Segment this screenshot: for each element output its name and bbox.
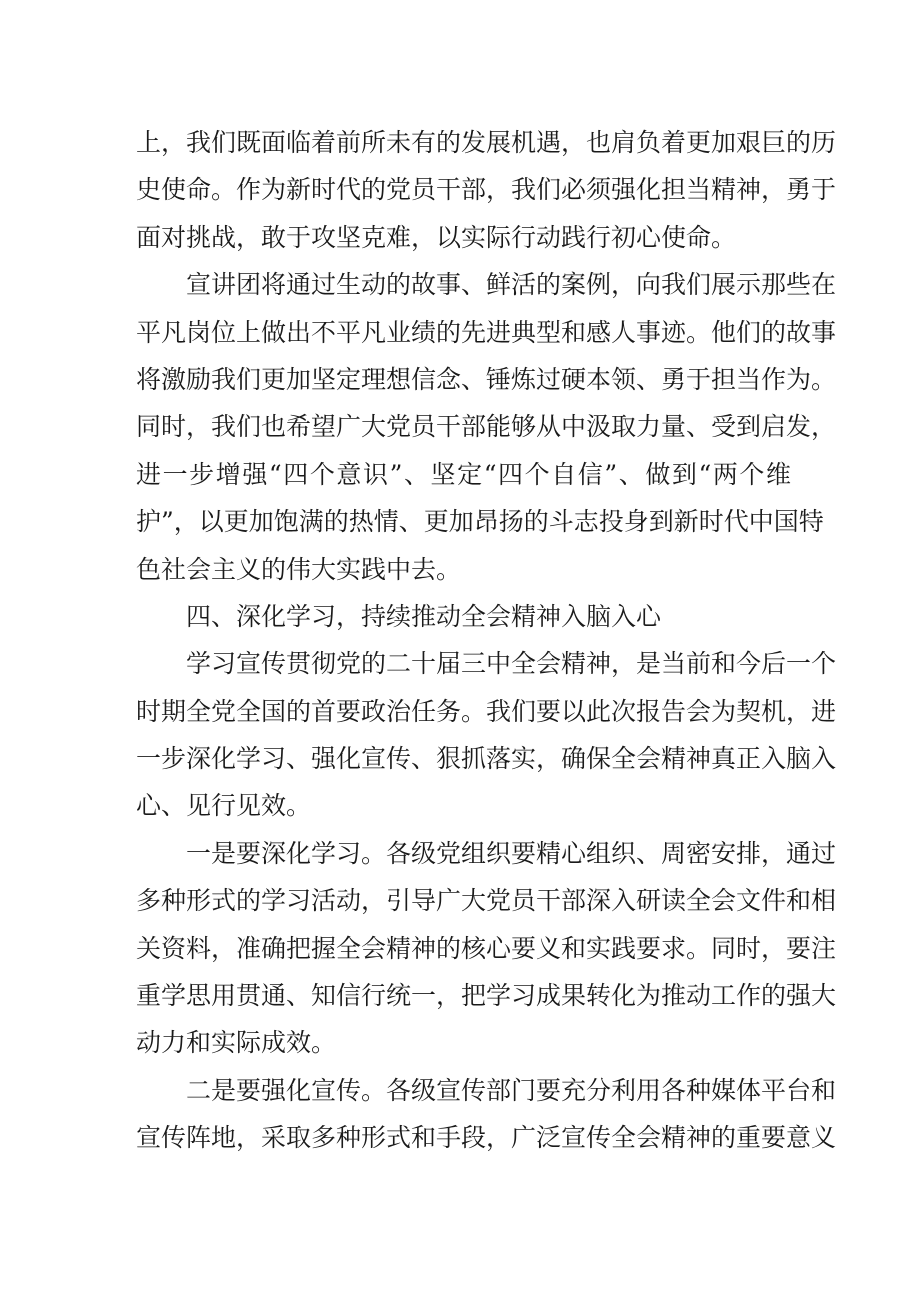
text-line: 关资料，准确把握全会精神的核心要义和实践要求。同时，要注	[136, 933, 837, 963]
text-line: 史使命。作为新时代的党员干部，我们必须强化担当精神，勇于	[136, 175, 837, 205]
text-line: 心、见行见效。	[136, 791, 312, 821]
text-line: 护”，以更加饱满的热情、更加昂扬的斗志投身到新时代中国特	[136, 507, 824, 537]
text-line: 重学思用贯通、知信行统一，把学习成果转化为推动工作的强大	[136, 981, 837, 1011]
text-line: 多种形式的学习活动，引导广大党员干部深入研读全会文件和相	[136, 886, 837, 916]
text-line: 一步深化学习、强化宣传、狠抓落实，确保全会精神真正入脑入	[136, 744, 837, 774]
text-line: 时期全党全国的首要政治任务。我们要以此次报告会为契机，进	[136, 696, 837, 726]
section-heading: 四、深化学习，持续推动全会精神入脑入心	[186, 601, 662, 631]
text-line: 进一步增强“四个意识”、坚定“四个自信”、做到“两个维	[136, 459, 791, 489]
text-line: 一是要深化学习。各级党组织要精心组织、周密安排，通过	[186, 838, 837, 868]
text-line: 动力和实际成效。	[136, 1028, 337, 1058]
text-line: 学习宣传贯彻党的二十届三中全会精神，是当前和今后一个	[186, 649, 837, 679]
text-line: 色社会主义的伟大实践中去。	[136, 554, 462, 584]
text-line: 宣讲团将通过生动的故事、鲜活的案例，向我们展示那些在	[186, 270, 837, 300]
text-line: 面对挑战，敢于攻坚克难，以实际行动践行初心使命。	[136, 222, 737, 252]
text-line: 平凡岗位上做出不平凡业绩的先进典型和感人事迹。他们的故事	[136, 317, 837, 347]
text-line: 将激励我们更加坚定理想信念、锤炼过硬本领、勇于担当作为。	[136, 364, 837, 394]
text-line: 同时，我们也希望广大党员干部能够从中汲取力量、受到启发，	[136, 412, 837, 442]
text-line: 上，我们既面临着前所未有的发展机遇，也肩负着更加艰巨的历	[136, 128, 837, 157]
document-body	[136, 119, 837, 1162]
text-line: 二是要强化宣传。各级宣传部门要充分利用各种媒体平台和	[186, 1075, 837, 1105]
text-line: 宣传阵地，采取多种形式和手段，广泛宣传全会精神的重要意义	[136, 1123, 837, 1153]
